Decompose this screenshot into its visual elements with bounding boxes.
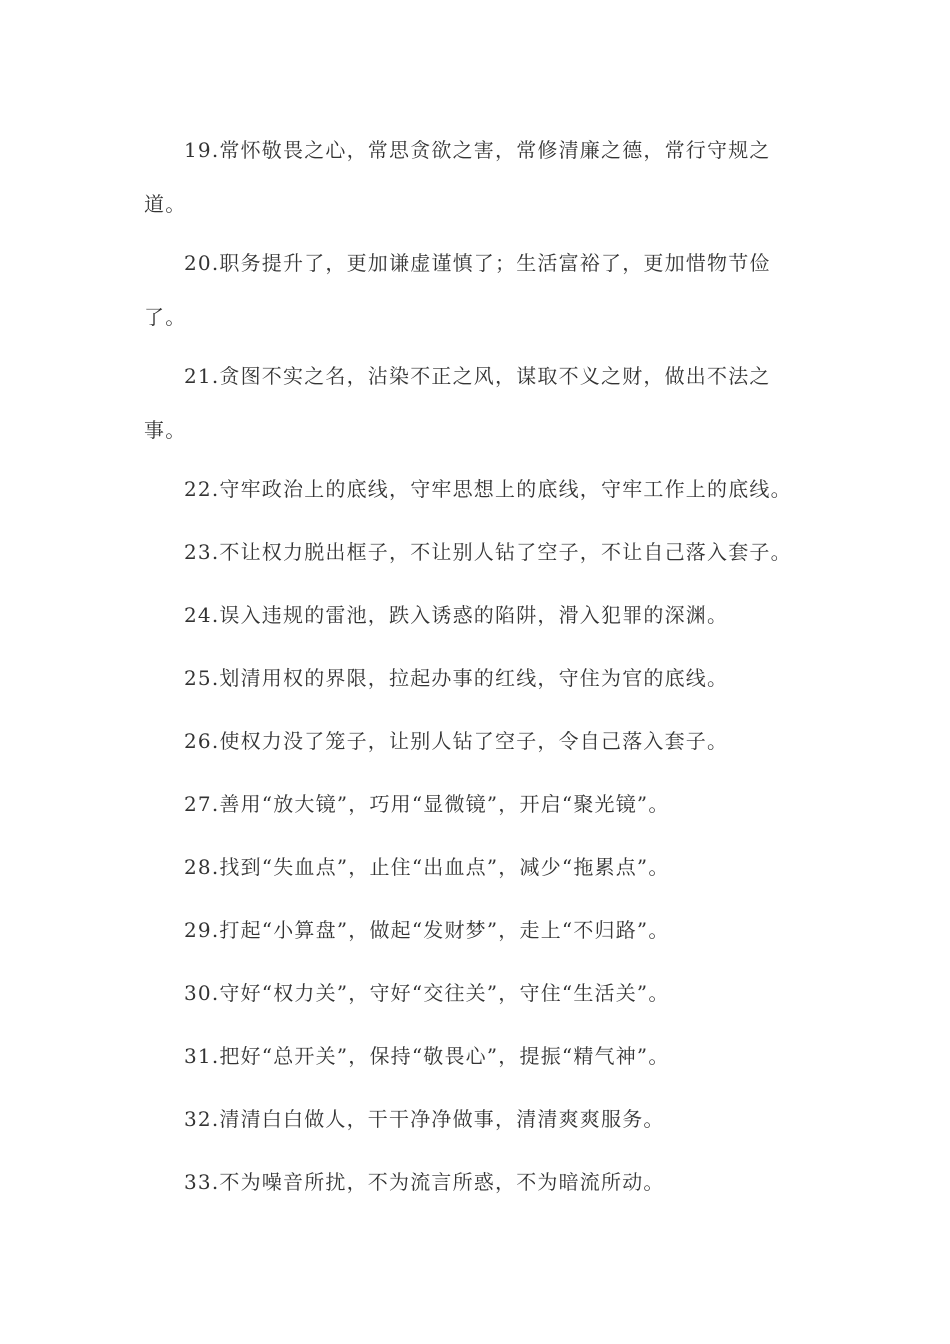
item-text: 29.打起“小算盘”，做起“发财梦”，走上“不归路”。 (184, 918, 670, 942)
item-text: 32.清清白白做人，干干净净做事，清清爽爽服务。 (184, 1107, 665, 1131)
list-item (144, 981, 809, 1035)
item-text: 31.把好“总开关”，保持“敬畏心”，提振“精气神”。 (184, 1044, 670, 1068)
item-text: 22.守牢政治上的底线，守牢思想上的底线，守牢工作上的底线。 (184, 477, 792, 501)
item-text: 30.守好“权力关”，守好“交往关”，守住“生活关”。 (184, 981, 670, 1005)
item-text: 27.善用“放大镜”，巧用“显微镜”，开启“聚光镜”。 (184, 792, 670, 816)
item-text: 24.误入违规的雷池，跌入诱惑的陷阱，滑入犯罪的深渊。 (184, 603, 729, 627)
list-item (144, 477, 809, 531)
item-text-continuation: 了。 (144, 305, 187, 329)
list-item (144, 855, 809, 909)
list-item (144, 540, 809, 594)
item-text: 25.划清用权的界限，拉起办事的红线，守住为官的底线。 (184, 666, 729, 690)
list-item (144, 918, 809, 972)
list-item (144, 666, 809, 720)
item-text: 28.找到“失血点”，止住“出血点”，减少“拖累点”。 (184, 855, 670, 879)
list-item (144, 251, 809, 359)
list-item (144, 138, 809, 246)
item-text: 21.贪图不实之名，沾染不正之风，谋取不义之财，做出不法之 (184, 364, 771, 388)
item-text: 20.职务提升了，更加谦虚谨慎了；生活富裕了，更加惜物节俭 (184, 251, 771, 275)
list-item (144, 1044, 809, 1098)
item-text-continuation: 道。 (144, 192, 187, 216)
list-item (144, 364, 809, 472)
list-item (144, 729, 809, 783)
item-text: 19.常怀敬畏之心，常思贪欲之害，常修清廉之德，常行守规之 (184, 138, 771, 162)
list-item (144, 603, 809, 657)
list-item (144, 1170, 809, 1224)
item-text: 23.不让权力脱出框子，不让别人钻了空子，不让自己落入套子。 (184, 540, 792, 564)
list-item (144, 1107, 809, 1161)
list-item (144, 792, 809, 846)
item-text: 33.不为噪音所扰，不为流言所惑，不为暗流所动。 (184, 1170, 665, 1194)
item-text: 26.使权力没了笼子，让别人钻了空子，令自己落入套子。 (184, 729, 729, 753)
item-text-continuation: 事。 (144, 418, 187, 442)
